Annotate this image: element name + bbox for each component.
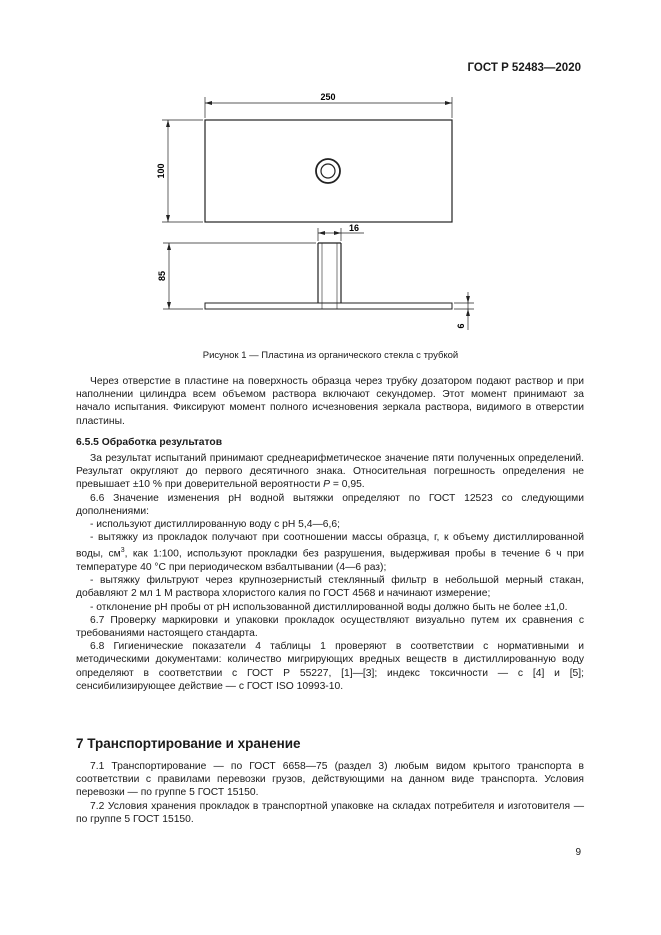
section-heading: 7 Транспортирование и хранение [76, 736, 301, 751]
paragraph-p1: Через отверстие в пластине на поверхность образца через трубку дозатором подают раствор и при наполнении цилиндра всем объемом раствора включают секундомер. Этот момент принимают за начало испытания. Фиксируют момент полного исчезновения зеркала раствора, видимого в отверстии пластины. [76, 376, 584, 427]
paragraph-6-6: 6.6 Значение изменения pH водной вытяжки определяют по ГОСТ 12523 со следующими дополнениями: [76, 492, 584, 517]
p2-symbol: P [323, 479, 331, 491]
bullet-2-end: , как 1:100, используют прокладки без разрушения, выдерживая пробы в течение 6 ч при температуре 40 °С при периодическом взбалтывании (4—6 раз); [76, 548, 584, 574]
bullet-4: - отклонение pH пробы от pH использованной дистиллированной воды должно быть не более ±1,0. [90, 601, 568, 613]
hole-outer [316, 159, 340, 183]
page-number: 9 [575, 847, 581, 858]
height-label: 100 [156, 163, 166, 179]
thickness-label: 6 [456, 323, 466, 329]
bullet-2-sup: 3 [120, 547, 125, 555]
plate-top-view [205, 120, 452, 222]
bullet-2-text: - вытяжку из прокладок получают при соотношении массы образца, г, к объему дистиллированной воды, см [76, 532, 584, 560]
paragraph-6-8: 6.8 Гигиенические показатели 4 таблицы 1 проверяют в соответствии с нормативными и методическими документами: количество мигрирующих вредных веществ в дистиллированную воду определяют в соответствии с ГОСТ Р 55227, [1]—[3]; индекс токсичности — с [4] и [5]; сенсибилизирующее действие — с ГОСТ ISO 10993-10. [76, 641, 584, 692]
technical-drawing [0, 0, 661, 365]
body-block-3 [76, 452, 584, 693]
subsection-heading: 6.5.5 Обработка результатов [76, 437, 223, 448]
bullet-2 [76, 531, 584, 574]
plate-side-view [205, 303, 452, 309]
paragraph-p2 [76, 452, 584, 492]
body-block-1 [76, 375, 584, 428]
paragraph-7-2: 7.2 Условия хранения прокладок в транспортной упаковке на складах потребителя и изготовителя — по группе 5 ГОСТ 15150. [76, 800, 584, 825]
body-block-2 [76, 436, 584, 449]
p2-end: = 0,95. [330, 479, 365, 491]
tube-height-label: 85 [157, 270, 167, 282]
paragraph-7-1: 7.1 Транспортирование — по ГОСТ 6658—75 (раздел 3) любым видом крытого транспорта в соответствии с правилами перевозки грузов, действующими на данном виде транспорта. Условия перевозки — по группе 5 ГОСТ 15150. [76, 761, 584, 799]
bullet-1: - используют дистиллированную воду с pH 5,4—6,6; [90, 519, 340, 531]
bullet-3: - вытяжку фильтруют через крупнозернистый стеклянный фильтр в небольшой мерный стакан, добавляют 2 мл 1 М раствора хлористого калия по ГОСТ 4568 и начинают измерение; [76, 575, 584, 600]
paragraph-6-7: 6.7 Проверку маркировки и упаковки прокладок осуществляют визуально путем их сравнения с требованиями настоящего стандарта. [76, 614, 584, 640]
body-block-4 [76, 760, 584, 826]
document-id: ГОСТ Р 52483—2020 [467, 62, 581, 74]
hole-inner [321, 164, 335, 178]
width-label: 250 [320, 92, 336, 102]
figure-caption: Рисунок 1 — Пластина из органического стекла с трубкой [202, 350, 459, 361]
p2-text: За результат испытаний принимают среднеарифметическое значение пяти полученных определений. Результат округляют до первого десятичного знака. Относительная погрешность определения не превышает ±10 % при доверительной вероятности [76, 453, 584, 491]
tube-width-label: 16 [348, 223, 360, 233]
